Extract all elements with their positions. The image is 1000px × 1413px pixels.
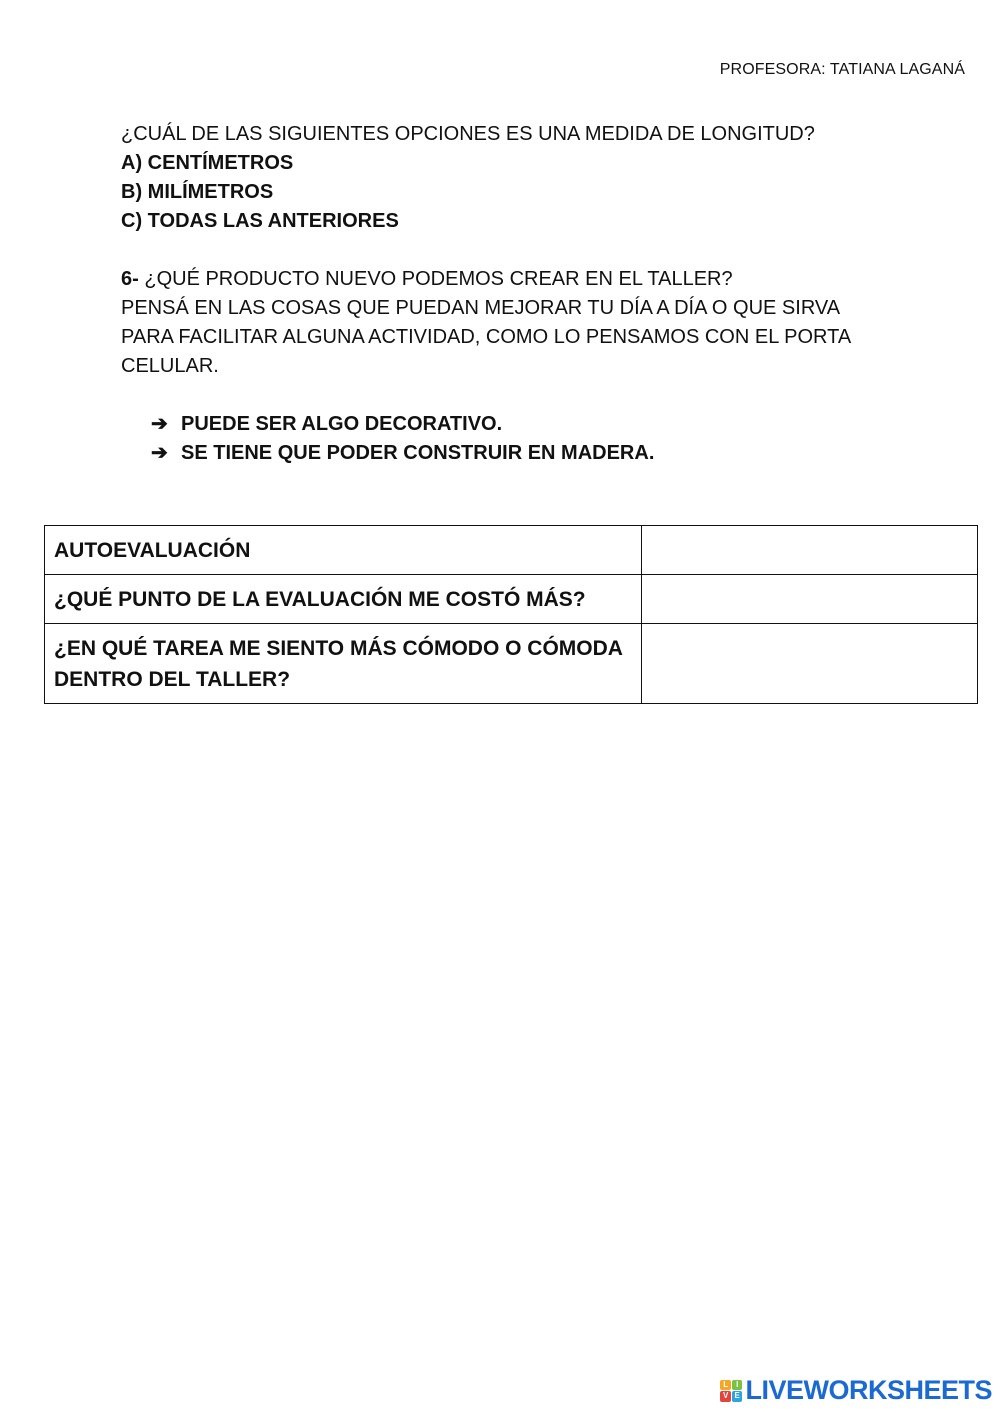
answer-cell[interactable]: [642, 526, 978, 575]
self-evaluation-table: [44, 525, 978, 704]
table-row: [45, 575, 978, 624]
worksheet-content: [121, 120, 941, 468]
option-b: B) MILÍMETROS: [121, 181, 274, 203]
logo-letter: V: [720, 1391, 731, 1402]
question-6-prompt: ¿QUÉ PRODUCTO NUEVO PODEMOS CREAR EN EL TALLER?: [138, 268, 733, 290]
arrow-right-icon: ➔: [151, 413, 168, 435]
liveworksheets-watermark: [720, 1375, 992, 1406]
option-a: A) CENTÍMETROS: [121, 152, 294, 174]
question-6-body-line: PARA FACILITAR ALGUNA ACTIVIDAD, COMO LO PENSAMOS CON EL PORTA: [121, 326, 852, 348]
table-row: [45, 624, 978, 704]
answer-cell[interactable]: [642, 624, 978, 704]
question-cell: ¿QUÉ PUNTO DE LA EVALUACIÓN ME COSTÓ MÁS?: [45, 575, 642, 624]
question-6-body-line: PENSÁ EN LAS COSAS QUE PUEDAN MEJORAR TU DÍA A DÍA O QUE SIRVA: [121, 297, 841, 319]
spacer: [121, 236, 941, 265]
hint-list: [121, 410, 941, 468]
hint-text: PUEDE SER ALGO DECORATIVO.: [181, 413, 503, 435]
spacer: [121, 381, 941, 410]
liveworksheets-wordmark: LIVEWORKSHEETS: [745, 1375, 992, 1405]
logo-letter: I: [732, 1380, 743, 1391]
table-header-cell: AUTOEVALUACIÓN: [45, 526, 642, 575]
arrow-right-icon: ➔: [151, 442, 168, 464]
question-6-number: 6-: [121, 268, 139, 290]
hint-text: SE TIENE QUE PODER CONSTRUIR EN MADERA.: [181, 442, 655, 464]
option-c: C) TODAS LAS ANTERIORES: [121, 210, 399, 232]
question-6-body-line: CELULAR.: [121, 355, 219, 377]
liveworksheets-logo-icon: [720, 1380, 742, 1402]
teacher-name: PROFESORA: TATIANA LAGANÁ: [719, 61, 965, 78]
logo-letter: L: [720, 1380, 731, 1391]
logo-letter: E: [732, 1391, 743, 1402]
question-cell: ¿EN QUÉ TAREA ME SIENTO MÁS CÓMODO O CÓMODA DENTRO DEL TALLER?: [45, 624, 642, 704]
question-6-heading: [121, 265, 941, 294]
answer-cell[interactable]: [642, 575, 978, 624]
question-5-prompt: ¿CUÁL DE LAS SIGUIENTES OPCIONES ES UNA MEDIDA DE LONGITUD?: [121, 123, 815, 145]
hint-item: [151, 439, 941, 468]
table-row: [45, 526, 978, 575]
hint-item: [151, 410, 941, 439]
